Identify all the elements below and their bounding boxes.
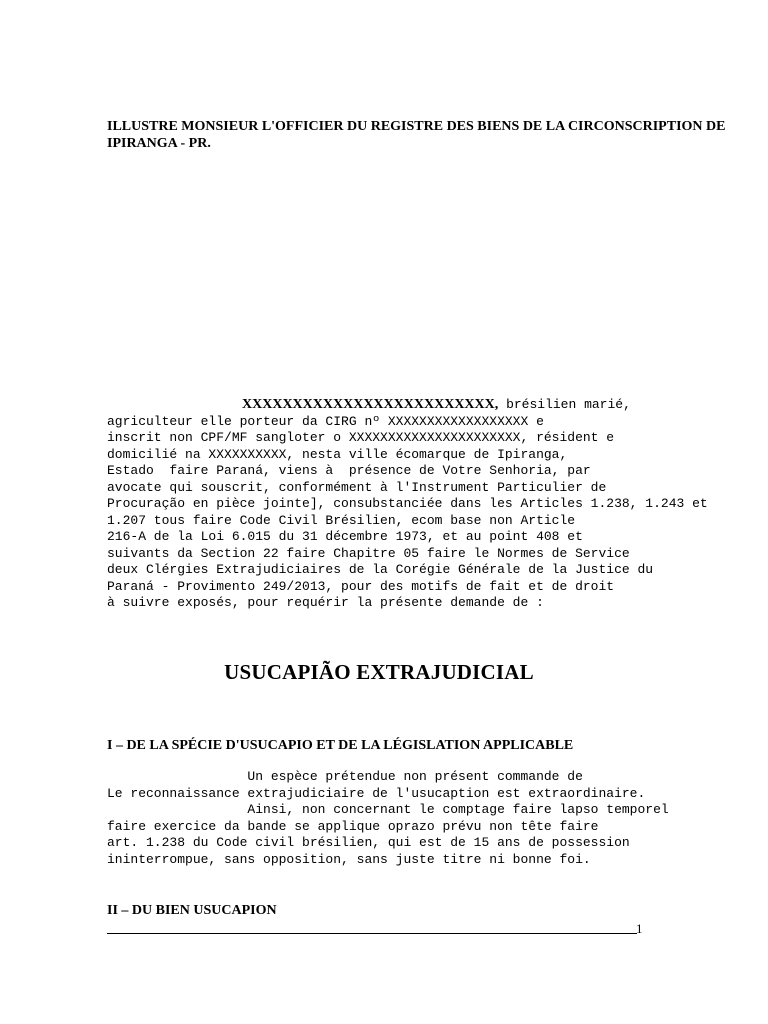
party-line: inscrit non CPF/MF sangloter o XXXXXXXXXXXXXXXXXXXXXX, résident e	[107, 430, 615, 445]
page-number: 1	[636, 921, 643, 936]
party-line: 1.207 tous faire Code Civil Brésilien, ecom base non Article	[107, 512, 576, 528]
document-title	[0, 660, 768, 685]
section-1-heading: I – DE LA SPÉCIE D'USUCAPIO ET DE LA LÉGISLATION APPLICABLE	[107, 738, 574, 753]
section-1-line: Ainsi, non concernant le comptage faire lapso temporel	[107, 802, 669, 817]
document-title-text: USUCAPIÃO EXTRAJUDICIAL	[224, 660, 534, 684]
party-line: à suivre exposés, pour requérir la présente demande de :	[107, 595, 544, 610]
section-1-line: art. 1.238 du Code civil brésilien, qui est de 15 ans de possession	[107, 835, 630, 850]
addressee-heading: ILLUSTRE MONSIEUR L'OFFICIER DU REGISTRE DES BIENS DE LA CIRCONSCRIPTION DE IPIRANGA - PR.	[107, 119, 726, 151]
party-line: agriculteur elle porteur da CIRG nº XXXXXXXXXXXXXXXXXX e	[107, 413, 544, 429]
party-line: Estado faire Paraná, viens à présence de Votre Senhoria, par	[107, 463, 591, 478]
party-line: Procuração en pièce jointe], consubstanciée dans les Articles 1.238, 1.243 et	[107, 496, 708, 511]
section-1-line: ininterrompue, sans opposition, sans juste titre ni bonne foi.	[107, 851, 591, 867]
section-1-line: Le reconnaissance extrajudiciaire de l'usucaption est extraordinaire.	[107, 785, 646, 801]
party-name: XXXXXXXXXXXXXXXXXXXXXXXXX,	[242, 397, 499, 412]
section-2-heading: II – DU BIEN USUCAPION	[107, 903, 277, 918]
section-1-line: faire exercice da bande se applique oprazo prévu non tête faire	[107, 818, 599, 834]
section-1-line: Un espèce prétendue non présent commande de	[107, 769, 583, 784]
party-line: avocate qui souscrit, conformément à l'Instrument Particulier de	[107, 479, 607, 495]
footer-rule	[107, 933, 637, 934]
party-qualification	[107, 397, 708, 612]
party-line: Paraná - Provimento 249/2013, pour des motifs de fait et de droit	[107, 578, 615, 594]
party-line: deux Clérgies Extrajudiciaires de la Corégie Générale de la Justice du	[107, 562, 654, 577]
party-line: suivants da Section 22 faire Chapitre 05 faire le Normes de Service	[107, 545, 630, 561]
party-first-line: brésilien marié,	[498, 397, 631, 412]
party-line: domicilié na XXXXXXXXXX, nesta ville écomarque de Ipiranga,	[107, 446, 568, 462]
party-line: 216-A de la Loi 6.015 du 31 décembre 1973, et au point 408 et	[107, 529, 583, 544]
section-1-body	[107, 769, 669, 868]
